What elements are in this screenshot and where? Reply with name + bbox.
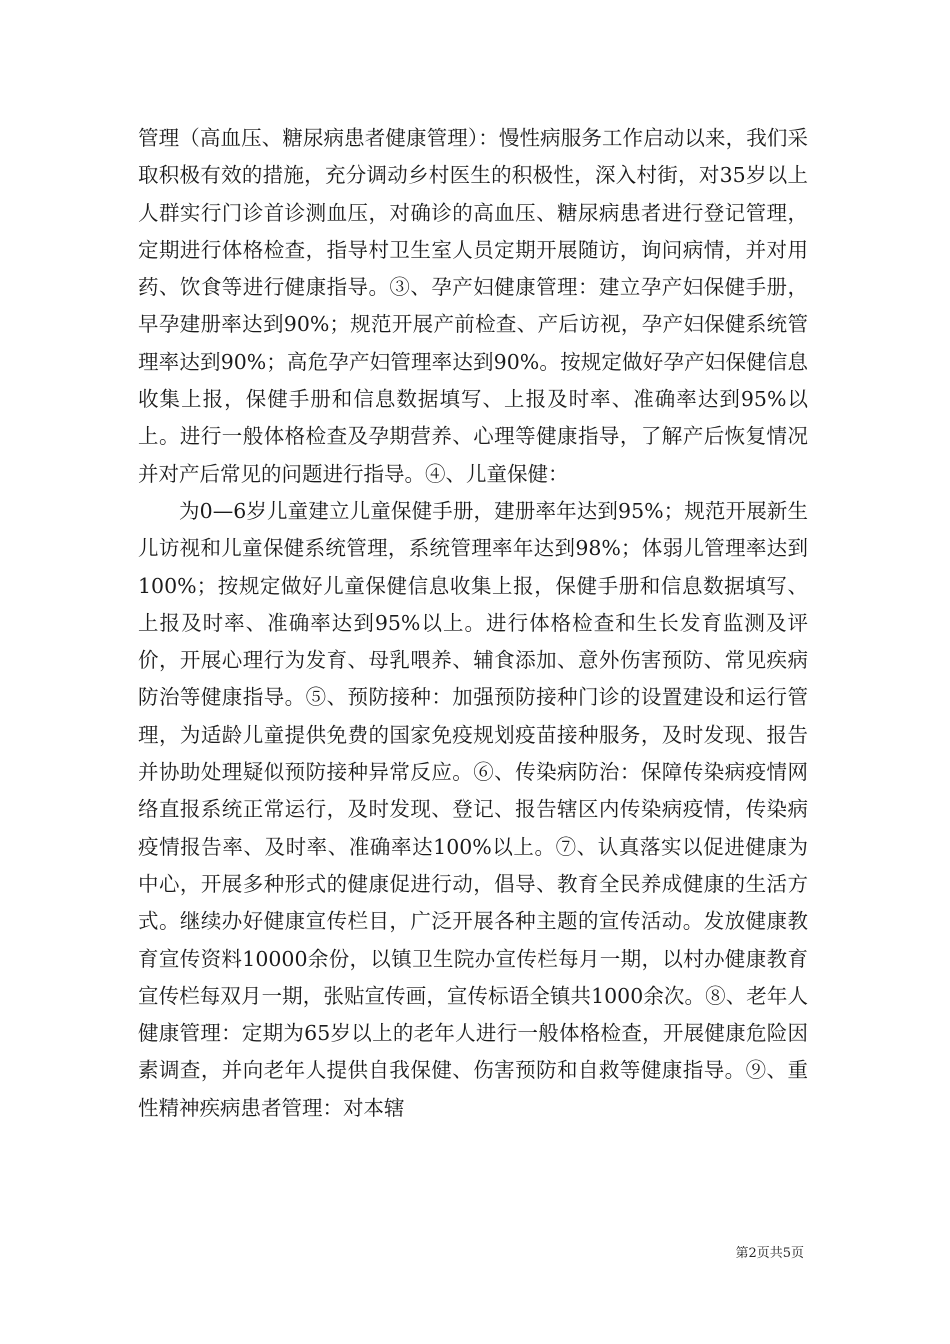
paragraph-2: 为0—6岁儿童建立儿童保健手册，建册率年达到95%；规范开展新生儿访视和儿童保健系统管理，系统管理率年达到98%；体弱儿管理率达到100%；按规定做好儿童保健信息收集上报，保健手册和信息数据填写、上报及时率、准确率达到95%以上。进行体格检查和生长发育监测及评价，开展心理行为发育、母乳喂养、辅食添加、意外伤害预防、常见疾病防治等健康指导。⑤、预防接种：加强预防接种门诊的设置建设和运行管理，为适龄儿童提供免费的国家免疫规划疫苗接种服务，及时发现、报告并协助处理疑似预防接种异常反应。⑥、传染病防治：保障传染病疫情网络直报系统正常运行，及时发现、登记、报告辖区内传染病疫情，传染病疫情报告率、及时率、准确率达100%以上。⑦、认真落实以促进健康为中心，开展多种形式的健康促进行动，倡导、教育全民养成健康的生活方式。继续办好健康宣传栏目，广泛开展各种主题的宣传活动。发放健康教育宣传资料10000余份，以镇卫生院办宣传栏每月一期，以村办健康教育宣传栏每双月一期，张贴宣传画，宣传标语全镇共1000余次。⑧、老年人健康管理：定期为65岁以上的老年人进行一般体格检查，开展健康危险因素调查，并向老年人提供自我保健、伤害预防和自救等健康指导。⑨、重性精神疾病患者管理：对本辖 <box>138 498 808 1120</box>
page-number-label: 第2页共5页 <box>735 1246 804 1261</box>
document-body <box>138 120 808 1127</box>
paragraph-1: 管理（高血压、糖尿病患者健康管理）：慢性病服务工作启动以来，我们采取积极有效的措施，充分调动乡村医生的积极性，深入村街，对35岁以上人群实行门诊首诊测血压，对确诊的高血压、糖尿病患者进行登记管理，定期进行体格检查，指导村卫生室人员定期开展随访，询问病情，并对用药、饮食等进行健康指导。③、孕产妇健康管理：建立孕产妇保健手册，早孕建册率达到90%；规范开展产前检查、产后访视，孕产妇保健系统管理率达到90%；高危孕产妇管理率达到90%。按规定做好孕产妇保健信息收集上报，保健手册和信息数据填写、上报及时率、准确率达到95%以上。进行一般体格检查及孕期营养、心理等健康指导，了解产后恢复情况并对产后常见的问题进行指导。④、儿童保健： <box>138 126 808 486</box>
page-footer <box>0 1242 950 1261</box>
